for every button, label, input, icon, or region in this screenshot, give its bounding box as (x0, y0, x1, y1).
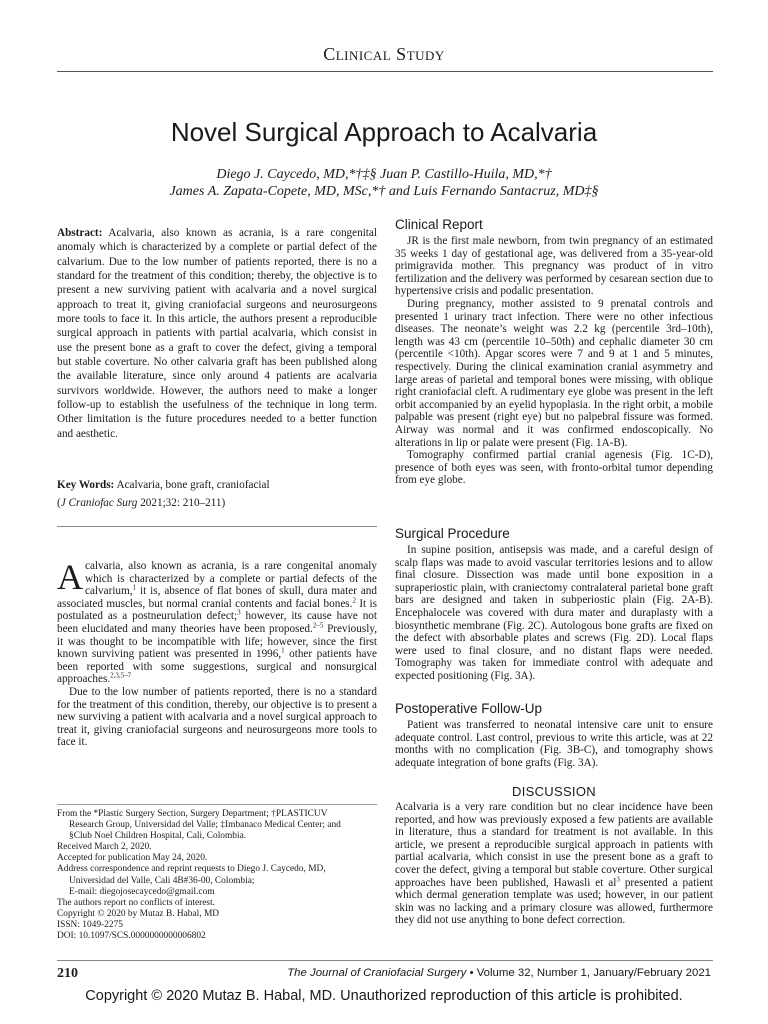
clinical-report-body (395, 235, 713, 487)
intro-text: it is, absence of flat bones of skull, dura mater and associated muscles, but normal cranial contents and facial bones. (57, 585, 377, 610)
clinical-report-paragraph: JR is the first male newborn, from twin pregnancy of an estimated 35 weeks 1 day of gestational age, was delivered from a 35-year-old primigravida mother. This pregnancy was product of in vitro fertilization and the delivery was performed by cesarean section due to hypertensive crisis and podalic presentation. (395, 235, 713, 298)
abstract (57, 226, 377, 441)
abstract-text: Acalvaria, also known as acrania, is a rare congenital anomaly which is characterized by a complete or partial defect of the calvarium. Due to the low number of patients reported, there is no a standard for the treatment of this condition; thereby, the objective is to present a new surviving patient with acalvaria and a novel surgical approach to treat it, giving craniofacial surgeons and neurosurgeons more tools to face it. In this article, the authors present a reproducible surgical approach in patients with partial acalvaria, which consist in use the present bone as a graft to cover the defect, giving a temporal but stable coverture. No other calvaria graft has been published along the available literature, since only around 4 patients are acalvaria survivors worldwide. However, the authors need to make a longer follow-up to establish the usefulness of the technique in long term. Other limitation is the future procedures needed to a better function and aesthetic. (57, 227, 377, 440)
accepted-date: Accepted for publication May 24, 2020. (57, 853, 208, 864)
header-rule (57, 71, 713, 72)
copyright-notice: Copyright © 2020 Mutaz B. Habal, MD. Unauthorized reproduction of this article is prohibited. (85, 988, 683, 1004)
footnote-rule (57, 804, 377, 805)
surgical-procedure-body (395, 544, 713, 683)
citation-rest: 2021;32: 210–211) (140, 497, 226, 509)
affiliation-line: Research Group, Universidad del Valle; ‡Imbanaco Medical Center; and (69, 820, 341, 831)
ref: 3 (616, 874, 620, 883)
footnotes (57, 809, 377, 942)
article-title: Novel Surgical Approach to Acalvaria (170, 117, 598, 147)
intro-text: other patients have been reported with some suggestions, surgical and nonsurgical approaches. (57, 648, 377, 686)
discussion-text: presented a patient which dermal generation template was used; however, in our patient skin was no lacking and a primary closure was allowed, furthermore they did not use anything to bone defect correction. (395, 876, 713, 927)
abstract-rule (57, 526, 377, 527)
intro-text: calvaria, also known as acrania, is a rare congenital anomaly which is characterized by a complete or partial defects of the calvarium, (85, 560, 377, 598)
footer-rule (57, 960, 713, 961)
postoperative-paragraph: Patient was transferred to neonatal intensive care unit to ensure adequate control. Last control, previous to write this article, was at 22 months with no complication (Fig. 3B-C), and tomography shows adequate integration of bone grafts (Fig. 3A). (395, 719, 713, 769)
ref: 2 (352, 596, 356, 605)
dropcap: A (57, 557, 83, 597)
discussion-text: Acalvaria is a very rare condition but no clear incidence have been reported, and how was previously exposed a few patients are available in literature, thus a standard for treatment is not available. In this article, we present a reproducible surgical approach in patients with partial acalvaria, which consist in use the present bone as a graft to cover the defect, giving a temporal but stable coverture. Other surgical approaches have been published, Hawasli et al (395, 801, 713, 889)
doi-line: DOI: 10.1097/SCS.0000000000006802 (57, 931, 206, 942)
postoperative-body (395, 719, 713, 769)
keywords-text: Acalvaria, bone graft, craniofacial (116, 479, 270, 491)
journal-issue: • Volume 32, Number 1, January/February 2021 (469, 967, 711, 979)
discussion-body (395, 801, 713, 927)
email-line: E-mail: diegojosecaycedo@gmail.com (69, 886, 215, 897)
section-label: Clinical Study (323, 44, 445, 64)
conflicts-statement: The authors report no conflicts of interest. (57, 897, 216, 908)
address-line: Universidad del Valle, Cali 4B#36-00, Colombia; (69, 875, 255, 886)
citation-journal: J Craniofac Surg (60, 497, 138, 509)
citation: (J Craniofac Surg 2021;32: 210–211) (57, 497, 226, 509)
clinical-report-paragraph: During pregnancy, mother assisted to 9 prenatal controls and presented 1 urinary tract infection. There were no other infectious diseases. The neonate’s weight was 2.2 kg (percentile 3rd–10th), length was 43 cm (percentile 10–50th) and cephalic diameter 30 cm (percentile <10th). Apgar scores were 7 and 9 at 1 and 5 minutes, respectively. During the clinical examination cranial asymmetry and large areas of parietal and temporal bones were missing, with oblique right craniofacial cleft. A rudimentary eye globe was present in the left orbit accompanied by an eyelid hypoplasia. In the right orbit, a mobile palpable was present (right eye) but no palpebral fissure was formed. Airway was normal and it was confirmed endoscopically. No alterations in lip or palate were present (Fig. 1A-B). (395, 297, 713, 449)
heading-discussion: DISCUSSION (512, 784, 596, 799)
page-number: 210 (57, 966, 78, 981)
journal-name: The Journal of Craniofacial Surgery (287, 967, 467, 979)
intro-text: however, its cause have not been elucidated and many theories have been proposed. (57, 610, 377, 635)
surgical-procedure-paragraph: In supine position, antisepsis was made, and a careful design of scalp flaps was made to avoid vascular territories lesions and to allow final closure. Dissection was made until bone exposition in a supraperiostic plain, with craniectomy contralateral parietal bone graft bars are designed and taken in subperiostic plain (Fig. 2A-B). Encephalocele was covered with dura mater and duraplasty with a biosynthetic membrane (Fig. 2C). Autologous bone grafts are fixed on the defect with absorbable plates and screws (Fig. 2D). Local flaps were used to final closure, and no distant flaps were needed. Tomography was taken for immediate control with adequate and expected positioning (Fig. 3A). (395, 544, 713, 682)
clinical-report-paragraph: Tomography confirmed partial cranial agenesis (Fig. 1C-D), presence of both eyes was seen, with fronto-orbital tumor depending from eye globe. (395, 449, 713, 487)
intro-text: It is postulated as a postneurulation defect; (57, 597, 378, 623)
heading-surgical-procedure: Surgical Procedure (395, 526, 510, 541)
authors-line-1: Diego J. Caycedo, MD,*†‡§ Juan P. Castillo-Huila, MD,*† (216, 167, 552, 182)
keywords-label: Key Words: (57, 479, 115, 491)
introduction (57, 557, 378, 749)
ref: 1 (132, 583, 137, 592)
ref: 2–5 (312, 621, 324, 630)
affiliation-line: §Club Noel Children Hospital, Cali, Colombia. (69, 831, 247, 842)
copyright-line: Copyright © 2020 by Mutaz B. Habal, MD (57, 908, 220, 919)
heading-postoperative: Postoperative Follow-Up (395, 701, 543, 716)
abstract-label: Abstract: (57, 227, 103, 239)
issn-line: ISSN: 1049-2275 (57, 919, 123, 930)
ref: 1 (281, 646, 285, 655)
authors-line-2: James A. Zapata-Copete, MD, MSc,*† and Luis Fernando Santacruz, MD‡§ (169, 184, 599, 199)
heading-clinical-report: Clinical Report (395, 217, 483, 232)
address-line: Address correspondence and reprint requests to Diego J. Caycedo, MD, (57, 864, 326, 875)
ref: 3 (237, 608, 241, 617)
keywords (57, 478, 377, 492)
affiliation-line: From the *Plastic Surgery Section, Surgery Department; †PLASTICUV (57, 809, 328, 819)
intro-text: Previously, it was thought to be incompatible with life; however, since the first known surviving patient was presented in 1996, (57, 622, 377, 661)
intro-paragraph-2: Due to the low number of patients reported, there is no a standard for the treatment of this condition, thereby, our objective is to present a new surviving a patient with acalvaria and a novel surgical approach to treat it, giving craniofacial surgeons and neurosurgeons more tools to face it. (57, 685, 377, 749)
ref: 2,3,5–7 (110, 671, 132, 680)
journal-footer (287, 967, 711, 979)
received-date: Received March 2, 2020. (57, 842, 152, 853)
